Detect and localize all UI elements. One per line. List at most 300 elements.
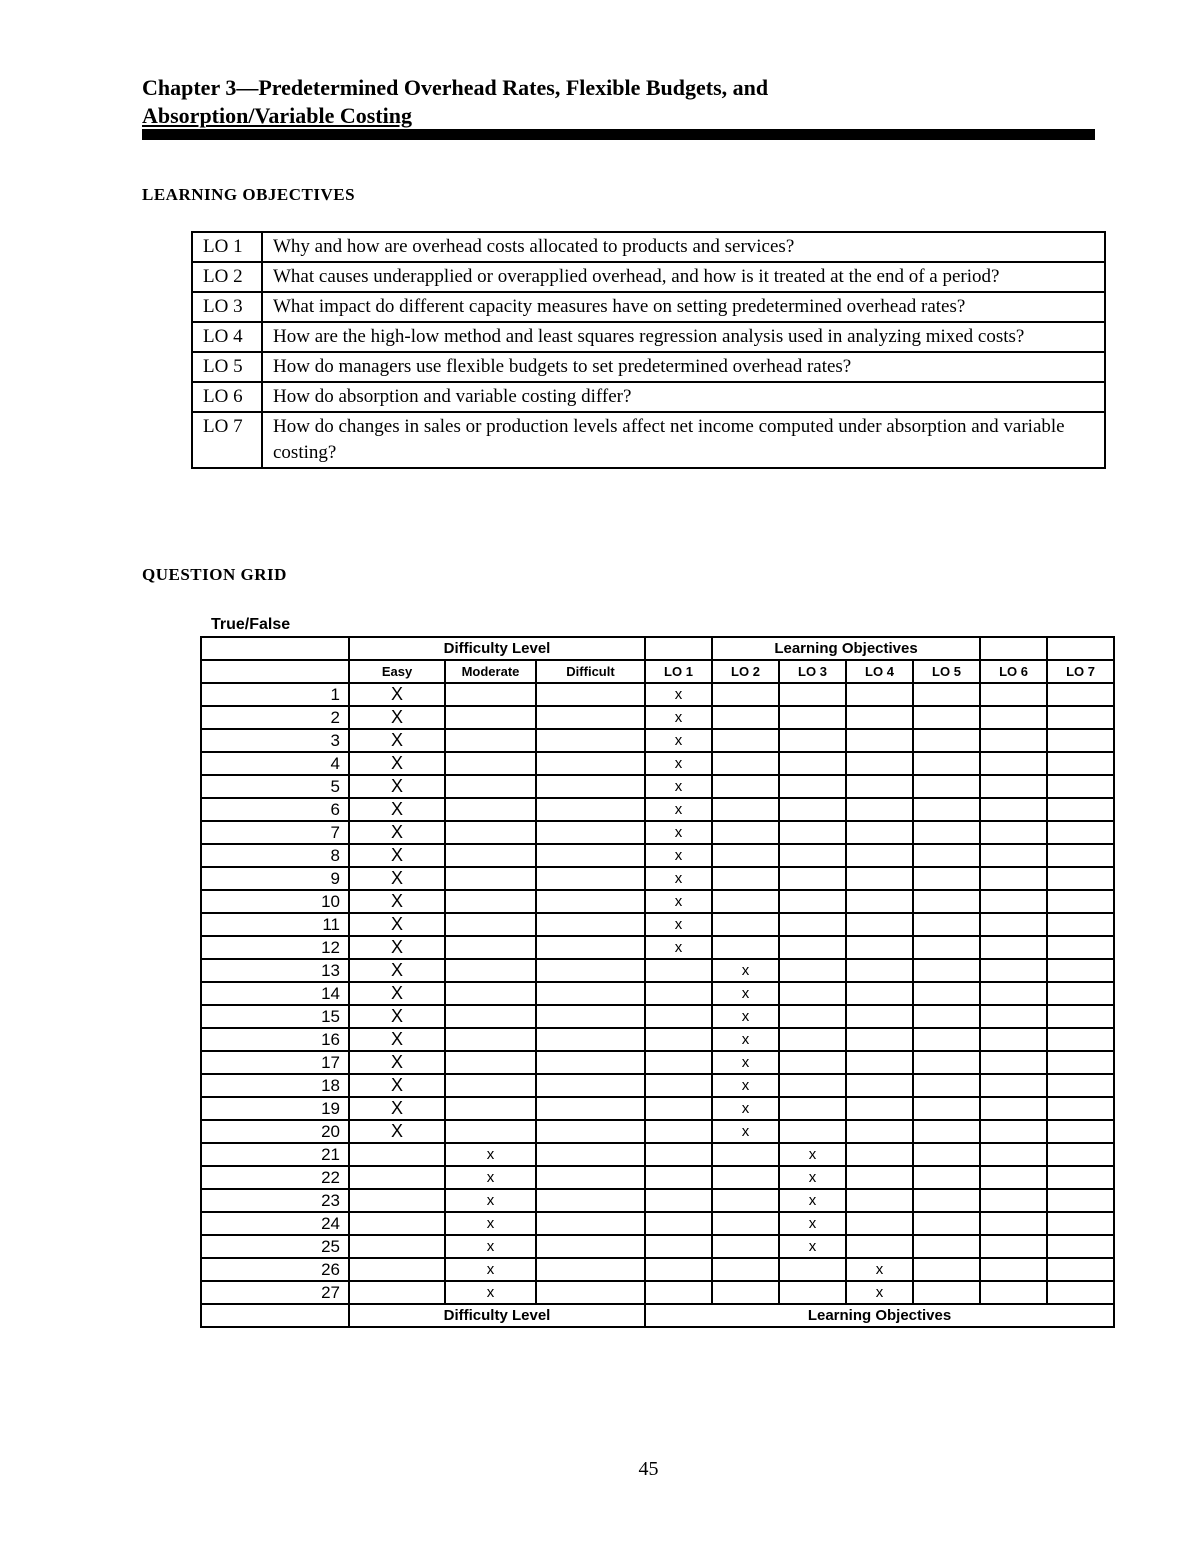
grid-cell-lo2 xyxy=(712,683,779,706)
grid-cell-lo7 xyxy=(1047,1143,1114,1166)
grid-cell-moderate xyxy=(445,821,536,844)
grid-cell-lo1: x xyxy=(645,752,712,775)
grid-cell-easy: X xyxy=(349,1005,445,1028)
grid-cell-easy: X xyxy=(349,1028,445,1051)
grid-row xyxy=(201,1143,1114,1166)
lo-id: LO 7 xyxy=(192,412,262,468)
grid-blank-header xyxy=(980,637,1047,660)
lo-row xyxy=(192,322,1105,352)
grid-cell-lo6 xyxy=(980,959,1047,982)
grid-cell-lo6 xyxy=(980,1281,1047,1304)
question-number: 13 xyxy=(201,959,349,982)
question-number: 9 xyxy=(201,867,349,890)
grid-cell-difficult xyxy=(536,683,645,706)
grid-cell-difficult xyxy=(536,913,645,936)
grid-cell-lo3 xyxy=(779,936,846,959)
lo-id: LO 6 xyxy=(192,382,262,412)
grid-cell-difficult xyxy=(536,982,645,1005)
grid-cell-lo5 xyxy=(913,936,980,959)
grid-row xyxy=(201,1005,1114,1028)
grid-cell-lo3 xyxy=(779,1051,846,1074)
grid-cell-difficult xyxy=(536,821,645,844)
grid-cell-lo1 xyxy=(645,1235,712,1258)
grid-cell-lo5 xyxy=(913,1005,980,1028)
question-number: 3 xyxy=(201,729,349,752)
grid-cell-lo6 xyxy=(980,1097,1047,1120)
grid-cell-lo5 xyxy=(913,1166,980,1189)
learning-objectives-header: Learning Objectives xyxy=(712,637,980,660)
grid-cell-lo7 xyxy=(1047,729,1114,752)
grid-cell-lo7 xyxy=(1047,1235,1114,1258)
grid-cell-lo1 xyxy=(645,1166,712,1189)
grid-cell-lo3 xyxy=(779,959,846,982)
grid-cell-lo3 xyxy=(779,1074,846,1097)
grid-cell-lo2: x xyxy=(712,1005,779,1028)
grid-cell-lo6 xyxy=(980,867,1047,890)
grid-row xyxy=(201,683,1114,706)
grid-cell-lo5 xyxy=(913,867,980,890)
grid-cell-lo1 xyxy=(645,1189,712,1212)
lo-text: How do managers use flexible budgets to set predetermined overhead rates? xyxy=(262,352,1105,382)
difficulty-level-header: Difficulty Level xyxy=(349,637,645,660)
grid-cell-difficult xyxy=(536,1143,645,1166)
grid-cell-lo2 xyxy=(712,798,779,821)
question-number: 2 xyxy=(201,706,349,729)
grid-cell-easy: X xyxy=(349,798,445,821)
question-number: 11 xyxy=(201,913,349,936)
grid-cell-lo1: x xyxy=(645,844,712,867)
grid-cell-lo7 xyxy=(1047,821,1114,844)
lo-row xyxy=(192,292,1105,322)
grid-cell-lo4 xyxy=(846,890,913,913)
grid-cell-lo7 xyxy=(1047,844,1114,867)
lo-id: LO 4 xyxy=(192,322,262,352)
grid-cell-lo7 xyxy=(1047,867,1114,890)
chapter-title-line-1: Chapter 3—Predetermined Overhead Rates, Flexible Budgets, and xyxy=(142,75,769,100)
grid-cell-difficult xyxy=(536,1051,645,1074)
question-number: 7 xyxy=(201,821,349,844)
grid-cell-lo3 xyxy=(779,729,846,752)
grid-row xyxy=(201,729,1114,752)
grid-cell-lo3: x xyxy=(779,1235,846,1258)
grid-cell-easy: X xyxy=(349,890,445,913)
question-number: 21 xyxy=(201,1143,349,1166)
question-number: 4 xyxy=(201,752,349,775)
grid-cell-lo3 xyxy=(779,775,846,798)
grid-cell-moderate xyxy=(445,936,536,959)
grid-cell-lo6 xyxy=(980,1120,1047,1143)
grid-cell-difficult xyxy=(536,890,645,913)
question-number: 10 xyxy=(201,890,349,913)
grid-cell-lo1: x xyxy=(645,683,712,706)
grid-cell-lo6 xyxy=(980,1028,1047,1051)
grid-cell-easy: X xyxy=(349,1074,445,1097)
grid-cell-lo7 xyxy=(1047,1166,1114,1189)
grid-cell-lo1 xyxy=(645,1005,712,1028)
grid-cell-lo6 xyxy=(980,775,1047,798)
grid-cell-lo7 xyxy=(1047,1258,1114,1281)
grid-cell-lo7 xyxy=(1047,1097,1114,1120)
difficulty-level-footer: Difficulty Level xyxy=(349,1304,645,1327)
grid-cell-lo1 xyxy=(645,1097,712,1120)
grid-row xyxy=(201,706,1114,729)
grid-cell-lo5 xyxy=(913,982,980,1005)
grid-cell-lo4 xyxy=(846,752,913,775)
grid-cell-lo6 xyxy=(980,821,1047,844)
grid-cell-lo5 xyxy=(913,1281,980,1304)
grid-cell-lo5 xyxy=(913,1120,980,1143)
grid-cell-lo5 xyxy=(913,1258,980,1281)
grid-cell-lo2: x xyxy=(712,1120,779,1143)
grid-cell-lo3 xyxy=(779,1005,846,1028)
grid-cell-lo7 xyxy=(1047,982,1114,1005)
grid-cell-moderate xyxy=(445,706,536,729)
learning-objectives-heading: LEARNING OBJECTIVES xyxy=(142,185,356,204)
grid-cell-difficult xyxy=(536,1258,645,1281)
grid-cell-lo2 xyxy=(712,1235,779,1258)
grid-cell-difficult xyxy=(536,1005,645,1028)
question-number: 14 xyxy=(201,982,349,1005)
grid-cell-lo5 xyxy=(913,1051,980,1074)
grid-cell-lo4 xyxy=(846,1235,913,1258)
grid-cell-lo3 xyxy=(779,752,846,775)
grid-cell-lo7 xyxy=(1047,1212,1114,1235)
question-number: 27 xyxy=(201,1281,349,1304)
grid-cell-lo5 xyxy=(913,1235,980,1258)
grid-cell-difficult xyxy=(536,775,645,798)
grid-cell-difficult xyxy=(536,1097,645,1120)
grid-cell-moderate xyxy=(445,959,536,982)
grid-cell-lo4 xyxy=(846,1028,913,1051)
grid-cell-moderate: x xyxy=(445,1258,536,1281)
grid-cell-lo1: x xyxy=(645,867,712,890)
lo-text: What causes underapplied or overapplied overhead, and how is it treated at the end of a period? xyxy=(262,262,1105,292)
grid-cell-lo6 xyxy=(980,1258,1047,1281)
question-number: 26 xyxy=(201,1258,349,1281)
grid-cell-lo1: x xyxy=(645,890,712,913)
grid-cell-moderate: x xyxy=(445,1166,536,1189)
grid-cell-lo1 xyxy=(645,1143,712,1166)
grid-cell-lo3 xyxy=(779,798,846,821)
grid-cell-lo4 xyxy=(846,1074,913,1097)
grid-row xyxy=(201,1258,1114,1281)
grid-cell-lo3 xyxy=(779,1120,846,1143)
learning-objectives-table xyxy=(191,231,1106,469)
grid-cell-difficult xyxy=(536,1028,645,1051)
grid-cell-moderate xyxy=(445,890,536,913)
grid-cell-difficult xyxy=(536,1235,645,1258)
grid-cell-lo5 xyxy=(913,775,980,798)
grid-cell-lo3 xyxy=(779,890,846,913)
question-grid-table xyxy=(200,636,1115,1328)
grid-cell-lo2: x xyxy=(712,959,779,982)
grid-cell-lo6 xyxy=(980,913,1047,936)
grid-cell-lo7 xyxy=(1047,1120,1114,1143)
grid-cell-easy: X xyxy=(349,844,445,867)
grid-cell-lo2 xyxy=(712,1166,779,1189)
grid-cell-easy xyxy=(349,1235,445,1258)
grid-row xyxy=(201,1097,1114,1120)
lo-id: LO 2 xyxy=(192,262,262,292)
grid-cell-lo7 xyxy=(1047,1028,1114,1051)
grid-cell-easy: X xyxy=(349,982,445,1005)
grid-row xyxy=(201,821,1114,844)
grid-cell-lo7 xyxy=(1047,706,1114,729)
grid-cell-lo1: x xyxy=(645,729,712,752)
grid-cell-difficult xyxy=(536,1281,645,1304)
grid-cell-moderate xyxy=(445,1074,536,1097)
grid-cell-difficult xyxy=(536,936,645,959)
question-number: 16 xyxy=(201,1028,349,1051)
grid-cell-lo6 xyxy=(980,1074,1047,1097)
grid-cell-lo4 xyxy=(846,1005,913,1028)
question-number: 17 xyxy=(201,1051,349,1074)
grid-row xyxy=(201,752,1114,775)
grid-cell-lo4 xyxy=(846,729,913,752)
grid-cell-lo2 xyxy=(712,706,779,729)
grid-cell-lo6 xyxy=(980,1189,1047,1212)
grid-cell-lo3: x xyxy=(779,1143,846,1166)
grid-cell-lo4 xyxy=(846,821,913,844)
grid-cell-lo4 xyxy=(846,775,913,798)
grid-cell-lo7 xyxy=(1047,683,1114,706)
chapter-title-line-2: Absorption/Variable Costing xyxy=(142,103,412,128)
grid-cell-lo1 xyxy=(645,1028,712,1051)
grid-cell-difficult xyxy=(536,729,645,752)
grid-group-header-row xyxy=(201,637,1114,660)
grid-cell-lo2 xyxy=(712,913,779,936)
grid-cell-lo2 xyxy=(712,1143,779,1166)
lo-text: How do absorption and variable costing differ? xyxy=(262,382,1105,412)
grid-cell-lo7 xyxy=(1047,1005,1114,1028)
grid-cell-difficult xyxy=(536,752,645,775)
grid-cell-easy: X xyxy=(349,821,445,844)
grid-cell-lo4 xyxy=(846,1051,913,1074)
grid-column-header: LO 7 xyxy=(1047,660,1114,683)
lo-text: How do changes in sales or production levels affect net income computed under absorption and variable costing? xyxy=(262,412,1105,468)
grid-cell-moderate xyxy=(445,752,536,775)
grid-cell-lo3 xyxy=(779,1281,846,1304)
lo-text: What impact do different capacity measures have on setting predetermined overhead rates? xyxy=(262,292,1105,322)
grid-cell-lo6 xyxy=(980,982,1047,1005)
grid-cell-moderate xyxy=(445,867,536,890)
grid-cell-moderate xyxy=(445,1005,536,1028)
grid-row xyxy=(201,798,1114,821)
grid-cell-lo5 xyxy=(913,1028,980,1051)
grid-cell-moderate xyxy=(445,1097,536,1120)
lo-row xyxy=(192,412,1105,468)
grid-cell-lo3 xyxy=(779,683,846,706)
grid-cell-easy xyxy=(349,1212,445,1235)
grid-cell-easy: X xyxy=(349,913,445,936)
grid-cell-lo7 xyxy=(1047,1281,1114,1304)
grid-cell-lo6 xyxy=(980,936,1047,959)
grid-cell-lo7 xyxy=(1047,752,1114,775)
grid-cell-difficult xyxy=(536,798,645,821)
grid-row xyxy=(201,1120,1114,1143)
grid-row xyxy=(201,1189,1114,1212)
title-rule xyxy=(142,129,1095,140)
question-number: 18 xyxy=(201,1074,349,1097)
grid-cell-moderate xyxy=(445,913,536,936)
grid-cell-moderate xyxy=(445,683,536,706)
grid-column-header: Easy xyxy=(349,660,445,683)
grid-cell-moderate xyxy=(445,844,536,867)
grid-cell-difficult xyxy=(536,867,645,890)
lo-id: LO 5 xyxy=(192,352,262,382)
grid-column-header: LO 5 xyxy=(913,660,980,683)
chapter-title xyxy=(142,74,1102,130)
grid-cell-lo6 xyxy=(980,1143,1047,1166)
grid-cell-moderate: x xyxy=(445,1143,536,1166)
grid-cell-difficult xyxy=(536,1166,645,1189)
grid-row xyxy=(201,936,1114,959)
grid-cell-lo5 xyxy=(913,752,980,775)
grid-row xyxy=(201,1051,1114,1074)
grid-cell-moderate: x xyxy=(445,1281,536,1304)
lo-row xyxy=(192,382,1105,412)
grid-cell-lo2 xyxy=(712,1212,779,1235)
grid-row xyxy=(201,775,1114,798)
grid-cell-easy xyxy=(349,1281,445,1304)
grid-cell-easy: X xyxy=(349,959,445,982)
grid-cell-lo5 xyxy=(913,798,980,821)
true-false-label: True/False xyxy=(211,616,291,633)
grid-cell-lo2 xyxy=(712,844,779,867)
grid-cell-lo1: x xyxy=(645,706,712,729)
grid-cell-lo5 xyxy=(913,729,980,752)
grid-cell-lo2 xyxy=(712,821,779,844)
grid-cell-lo1 xyxy=(645,1281,712,1304)
grid-cell-lo1 xyxy=(645,982,712,1005)
grid-cell-lo3 xyxy=(779,1097,846,1120)
grid-row xyxy=(201,1281,1114,1304)
grid-cell-lo5 xyxy=(913,706,980,729)
grid-cell-lo4 xyxy=(846,959,913,982)
grid-row xyxy=(201,959,1114,982)
grid-cell-lo4 xyxy=(846,706,913,729)
grid-cell-moderate xyxy=(445,798,536,821)
grid-cell-lo3: x xyxy=(779,1189,846,1212)
grid-cell-lo1: x xyxy=(645,775,712,798)
grid-footer-blank xyxy=(201,1304,349,1327)
grid-row xyxy=(201,913,1114,936)
grid-cell-lo2: x xyxy=(712,1028,779,1051)
grid-cell-easy: X xyxy=(349,706,445,729)
grid-cell-lo4 xyxy=(846,936,913,959)
grid-cell-lo2: x xyxy=(712,982,779,1005)
question-number: 6 xyxy=(201,798,349,821)
grid-column-header: Difficult xyxy=(536,660,645,683)
question-number: 22 xyxy=(201,1166,349,1189)
grid-row xyxy=(201,844,1114,867)
grid-cell-lo4: x xyxy=(846,1258,913,1281)
grid-cell-lo3: x xyxy=(779,1166,846,1189)
grid-cell-lo2: x xyxy=(712,1074,779,1097)
grid-cell-lo5 xyxy=(913,1212,980,1235)
grid-cell-lo3 xyxy=(779,982,846,1005)
grid-cell-lo2 xyxy=(712,752,779,775)
grid-cell-lo3 xyxy=(779,1258,846,1281)
grid-cell-easy xyxy=(349,1258,445,1281)
grid-column-header: LO 1 xyxy=(645,660,712,683)
grid-cell-difficult xyxy=(536,1120,645,1143)
grid-cell-lo1: x xyxy=(645,913,712,936)
grid-cell-easy: X xyxy=(349,683,445,706)
grid-cell-lo5 xyxy=(913,1074,980,1097)
grid-cell-lo3 xyxy=(779,1028,846,1051)
question-number: 20 xyxy=(201,1120,349,1143)
grid-cell-easy: X xyxy=(349,729,445,752)
grid-cell-moderate: x xyxy=(445,1212,536,1235)
grid-cell-lo6 xyxy=(980,1166,1047,1189)
grid-cell-lo3 xyxy=(779,821,846,844)
grid-cell-easy xyxy=(349,1189,445,1212)
grid-blank-header xyxy=(1047,637,1114,660)
grid-row xyxy=(201,1166,1114,1189)
grid-cell-lo2 xyxy=(712,1258,779,1281)
grid-cell-lo5 xyxy=(913,1097,980,1120)
grid-row xyxy=(201,1074,1114,1097)
grid-cell-easy: X xyxy=(349,775,445,798)
grid-cell-lo7 xyxy=(1047,1051,1114,1074)
question-number: 24 xyxy=(201,1212,349,1235)
grid-cell-lo6 xyxy=(980,752,1047,775)
grid-cell-lo7 xyxy=(1047,890,1114,913)
grid-cell-easy: X xyxy=(349,867,445,890)
grid-cell-difficult xyxy=(536,1212,645,1235)
grid-cell-lo3 xyxy=(779,706,846,729)
grid-cell-lo4 xyxy=(846,1097,913,1120)
grid-cell-lo2 xyxy=(712,867,779,890)
grid-cell-lo2 xyxy=(712,936,779,959)
grid-cell-lo4 xyxy=(846,1212,913,1235)
grid-cell-lo4 xyxy=(846,867,913,890)
lo-id: LO 3 xyxy=(192,292,262,322)
grid-cell-moderate xyxy=(445,1120,536,1143)
grid-cell-easy: X xyxy=(349,1051,445,1074)
grid-cell-lo7 xyxy=(1047,913,1114,936)
grid-cell-lo4 xyxy=(846,1120,913,1143)
grid-cell-lo5 xyxy=(913,890,980,913)
grid-cell-lo2: x xyxy=(712,1051,779,1074)
grid-cell-lo2: x xyxy=(712,1097,779,1120)
grid-cell-lo7 xyxy=(1047,1189,1114,1212)
grid-row xyxy=(201,1235,1114,1258)
grid-cell-lo2 xyxy=(712,775,779,798)
grid-cell-lo6 xyxy=(980,683,1047,706)
grid-cell-difficult xyxy=(536,959,645,982)
lo-row xyxy=(192,352,1105,382)
grid-cell-lo4 xyxy=(846,683,913,706)
grid-cell-lo4 xyxy=(846,982,913,1005)
grid-cell-lo6 xyxy=(980,890,1047,913)
grid-cell-lo2 xyxy=(712,729,779,752)
grid-cell-lo5 xyxy=(913,683,980,706)
grid-corner-cell xyxy=(201,660,349,683)
grid-column-header: LO 3 xyxy=(779,660,846,683)
grid-cell-lo6 xyxy=(980,844,1047,867)
grid-cell-difficult xyxy=(536,1074,645,1097)
page-number: 45 xyxy=(638,1458,659,1480)
lo-row xyxy=(192,262,1105,292)
grid-cell-lo2 xyxy=(712,890,779,913)
grid-cell-lo1 xyxy=(645,1051,712,1074)
grid-cell-lo2 xyxy=(712,1281,779,1304)
grid-cell-lo3 xyxy=(779,913,846,936)
grid-cell-difficult xyxy=(536,844,645,867)
grid-cell-lo7 xyxy=(1047,798,1114,821)
